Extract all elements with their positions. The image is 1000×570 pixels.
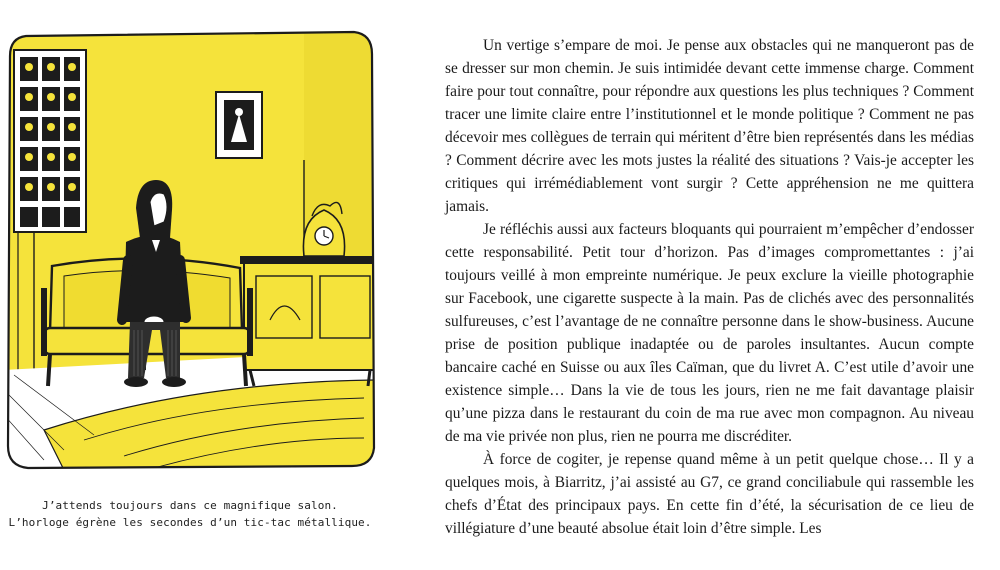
paragraph: Un vertige s’empare de moi. Je pense aux obstacles qui ne manqueront pas de se dresser sur mon chemin. Je suis intimidée devant cette immense charge. Comment faire pour tout connaître, pour répondre aux questions les plus techniques ? Comment tracer une limite claire entre l’institutionnel et le monde politique ? Comment ne pas décevoir mes collègues de terrain qui méritent d’être bien représentés dans les médias ? Comment décrire avec les mots justes la réalité des situations ? Vais-je accepter les critiques qui irrémédiablement vont surgir ? Cette appréhension ne me quittera jamais. [445, 37, 974, 215]
commode [240, 256, 376, 386]
paragraph: Je réfléchis aussi aux facteurs bloquants qui pourraient m’empêcher d’endosser cette responsabilité. Petit tour d’horizon. Pas d’images compromettantes : j’ai toujours veillé à mon empreinte numérique. Je peux exclure la vieille photographie sur Facebook, une cigarette suspecte à la main. Pas de clichés avec des personnalités sulfureuses, c’est l’avantage de ne connaître personne dans le show-business. Aucune prise de position publique inadaptée ou de paroles insultantes. Aucun compte bancaire caché en Suisse ou aux îles Caïman, que du livret A. C’est utile d’avoir une existence simple… Dans la vie de tous les jours, rien ne me fait davantage plaisir qu’une pizza dans le restaurant du coin de ma rue avec mon compagnon. Au niveau de ma vie privée non plus, rien ne pourra me discréditer. [445, 221, 974, 445]
article-text [445, 34, 974, 540]
salon-illustration [4, 30, 376, 470]
wall-frame-grid [14, 50, 86, 232]
caption-line: L’horloge égrène les secondes d’un tic-tac métallique. [8, 516, 372, 529]
caption-line: J’attends toujours dans ce magnifique salon. [42, 499, 338, 512]
paragraph: À force de cogiter, je repense quand même à un petit quelque chose… Il y a quelques mois, à Biarritz, j’ai assisté au G7, ce grand conciliabule qui rassemble les chefs d’État des principaux pays. En cette fin d’été, la sécurisation de ce lieu de villégiature d’une beauté absolue était loin d’être simple. Les [445, 451, 974, 537]
wall-picture [216, 92, 262, 158]
illustration-caption [0, 497, 380, 531]
